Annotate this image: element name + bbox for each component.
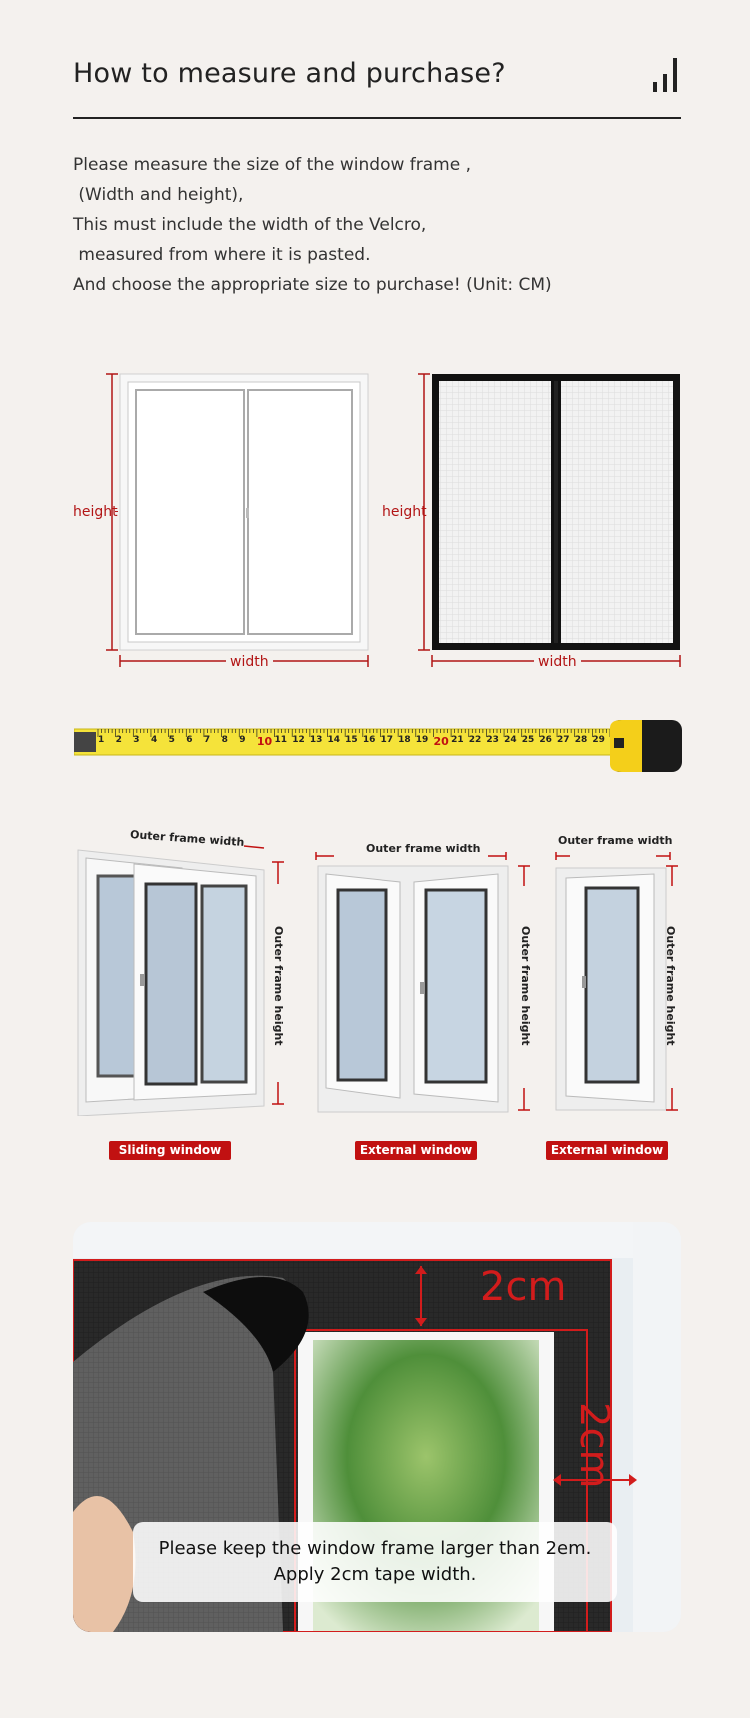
tape-number: 7 — [203, 735, 211, 745]
external-window-card — [550, 826, 684, 1157]
tape-number: 6 — [186, 735, 193, 745]
outer-frame-width-label: Outer frame width — [366, 842, 481, 855]
sliding-window-illustration — [74, 826, 294, 1116]
width-label: width — [226, 654, 273, 670]
external-window-tag: External window — [546, 1141, 668, 1160]
tape-number: 12 — [292, 735, 305, 745]
measurement-note — [133, 1522, 617, 1602]
signal-bars-icon — [651, 58, 683, 94]
tape-number: 25 — [521, 735, 535, 745]
intro-line: Please measure the size of the window frame , — [73, 155, 471, 175]
tape-number: 17 — [380, 735, 393, 745]
tape-measure — [74, 718, 682, 776]
tape-number: 4 — [150, 735, 158, 745]
outer-frame-height-label: Outer frame height — [519, 926, 532, 1046]
intro-text — [73, 150, 693, 300]
tape-number: 22 — [468, 735, 482, 745]
outer-frame-width-label: Outer frame width — [558, 834, 673, 847]
external-window-illustration — [310, 826, 536, 1116]
tape-number: 8 — [221, 735, 228, 745]
intro-line: This must include the width of the Velcro, — [73, 215, 427, 235]
tape-number: 10 — [256, 735, 273, 748]
tape-number: 21 — [451, 735, 464, 745]
tape-number: 28 — [574, 735, 588, 745]
tape-number: 5 — [168, 735, 175, 745]
tape-number: 16 — [362, 735, 376, 745]
note-line: Apply 2cm tape width. — [273, 1564, 477, 1585]
tape-number: 26 — [539, 735, 552, 745]
intro-line: (Width and height), — [73, 185, 244, 205]
tape-number: 3 — [133, 735, 140, 745]
tape-number: 24 — [504, 735, 517, 745]
external-window-card — [310, 826, 536, 1157]
title-divider — [73, 117, 681, 119]
tape-number: 14 — [327, 735, 341, 745]
side-dimension-label: 2cm — [571, 1402, 617, 1489]
sliding-window-tag: Sliding window — [109, 1141, 231, 1160]
tape-number-row — [98, 735, 612, 749]
width-label: width — [534, 654, 581, 670]
page-title: How to measure and purchase? — [73, 58, 506, 89]
tape-number: 15 — [345, 735, 358, 745]
tape-number: 18 — [398, 735, 411, 745]
tape-number: 29 — [592, 735, 605, 745]
tape-number: 11 — [274, 735, 288, 745]
tape-number: 23 — [486, 735, 499, 745]
outer-frame-width-label: Outer frame width — [129, 828, 245, 849]
tape-number: 1 — [98, 735, 105, 745]
tape-number: 19 — [415, 735, 429, 745]
tape-number: 27 — [557, 735, 570, 745]
tape-number: 2 — [115, 735, 122, 745]
screen-window-diagram — [380, 368, 690, 670]
intro-line: And choose the appropriate size to purchase! (Unit: CM) — [73, 275, 552, 295]
top-dimension-label: 2cm — [480, 1264, 567, 1310]
intro-line: measured from where it is pasted. — [73, 245, 371, 265]
tape-number: 9 — [239, 735, 246, 745]
note-line: Please keep the window frame larger than 2em. — [158, 1538, 592, 1559]
tape-number: 20 — [433, 735, 449, 748]
height-label: height — [73, 504, 118, 520]
height-label: height — [382, 504, 427, 520]
tape-number: 13 — [309, 735, 323, 745]
outer-frame-height-label: Outer frame height — [664, 926, 677, 1046]
outer-frame-height-label: Outer frame height — [272, 926, 285, 1046]
white-window-diagram — [70, 368, 380, 670]
sliding-window-card — [74, 826, 294, 1157]
external-window-tag: External window — [355, 1141, 477, 1160]
